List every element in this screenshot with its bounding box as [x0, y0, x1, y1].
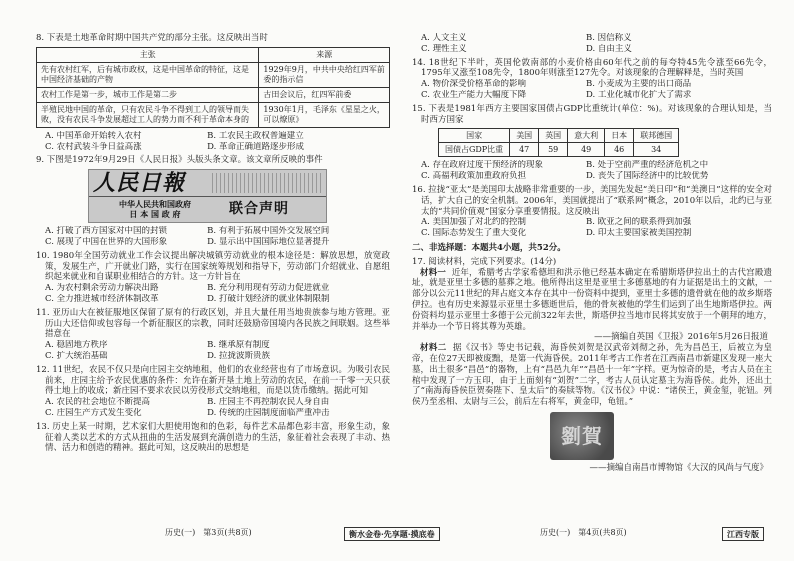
- option-c: C. 高福利政策加重政府负担: [421, 171, 527, 182]
- table-cell: 国债占GDP比重: [439, 143, 510, 157]
- material-2-label: 材料二: [420, 343, 447, 354]
- table-header-row: [37, 47, 390, 62]
- option-c: C. 展现了中国在世界的大国形象: [45, 236, 168, 247]
- table-header-row: [439, 129, 679, 143]
- material-2-source: ——摘编自南昌市博物馆《大汉的风尚与气度》: [589, 462, 768, 473]
- seal-text: 劉賀: [561, 423, 603, 448]
- option-b: B. 有利于拓展中国外交发展空间: [207, 226, 330, 237]
- option-b: B. 小麦成为主要的出口商品: [585, 79, 692, 90]
- question-13: [36, 422, 390, 454]
- option-b: B. 继承原有制度: [207, 340, 270, 351]
- option-c: C. 国际态势发生了重大变化: [421, 228, 527, 239]
- question-8-stem: 8. 下表是土地革命时期中国共产党的部分主张。这反映出当时: [36, 33, 268, 43]
- option-d: D. 打破计划经济的就业体制限制: [207, 293, 330, 304]
- option-d: D. 自由主义: [585, 43, 632, 54]
- question-16-options: [412, 217, 772, 239]
- footer-series-title: 衡水金卷·先享题·摸底卷: [344, 527, 440, 541]
- option-a: A. 为农村剩余劳动力解决出路: [45, 283, 159, 294]
- option-b: B. 充分利用现有劳动力促进就业: [207, 283, 330, 294]
- option-a: A. 农民的社会地位不断提高: [45, 397, 151, 408]
- option-a: A. 存在政府过度干预经济的现象: [421, 160, 544, 171]
- option-d: D. 传统的庄园制度面临严重冲击: [207, 407, 330, 418]
- option-b: B. 庄园主不再控制农民人身自由: [207, 397, 330, 408]
- question-17: [412, 257, 772, 474]
- question-14: [412, 58, 772, 101]
- option-c: C. 农村武装斗争日益高涨: [45, 141, 142, 152]
- table-header-cell: 国家: [439, 129, 510, 143]
- question-12: [36, 365, 390, 419]
- footer-left-page-number: 历史(一) 第3页(共8页): [165, 528, 252, 537]
- material-1: [412, 268, 772, 333]
- question-11-options: [36, 340, 390, 362]
- question-13-continued: [412, 33, 772, 55]
- table-cell: 46: [605, 143, 634, 157]
- table-header-cell: 联邦德国: [634, 129, 679, 143]
- headline-line: 日 本 国 政 府: [129, 209, 181, 220]
- question-15: [412, 104, 772, 182]
- option-b: B. 工农民主政权普遍建立: [207, 130, 304, 141]
- question-9: [36, 155, 390, 247]
- table-header-cell: 意大利: [568, 129, 605, 143]
- table-cell: 49: [568, 143, 605, 157]
- question-8: [36, 33, 390, 152]
- right-page: [412, 33, 772, 528]
- table-header-cell: 英国: [539, 129, 568, 143]
- table-header-cell: 日本: [605, 129, 634, 143]
- table-cell: 半殖民地中国的革命，只有农民斗争不得到工人的领导而失败，没有农民斗争发展超过工人的势力而不利于革命本身的: [37, 102, 259, 127]
- table-cell: 农村工作是第一步，城市工作是第二步: [37, 87, 259, 102]
- table-header-cell: 主张: [37, 47, 259, 62]
- option-b: B. 欧亚之间的联系得到加强: [585, 217, 692, 228]
- option-c: C. 庄园生产方式发生变化: [45, 407, 142, 418]
- question-10-options: [36, 283, 390, 305]
- option-c: C. 扩大统治基础: [45, 350, 108, 361]
- option-d: D. 革命正确道路逐步形成: [207, 141, 305, 152]
- material-1-label: 材料一: [420, 267, 446, 278]
- question-10-stem: 10. 1980年全国劳动就业工作会议提出解决城镇劳动就业的根本途径是：解放思想，放宽政策，发展生产，广开就业门路，实行在国家统筹规划和指导下，劳动部门介绍就业、自愿组织起来就业和自谋职业相结合的方针。这一方针旨在: [36, 250, 390, 283]
- question-9-options: [36, 226, 390, 248]
- option-b: B. 因信称义: [585, 33, 632, 43]
- question-15-table: [438, 128, 679, 157]
- question-8-options: [36, 131, 390, 153]
- option-d: D. 印太主要国家被美国控制: [585, 228, 692, 239]
- table-cell: 59: [539, 143, 568, 157]
- newspaper-headline-left: [119, 199, 191, 219]
- option-b: B. 处于空前严重的经济危机之中: [585, 160, 709, 171]
- table-row: [37, 102, 390, 127]
- table-cell: 古田会议后，红四军前委: [259, 87, 390, 102]
- table-cell: 先有农村红军，后有城市政权，这是中国革命的特征，这是中国经济基础的产物: [37, 62, 259, 87]
- question-11-stem: 11. 亚历山大在被征服地区保留了原有的行政区划，并且大量任用当地贵族参与地方管理。亚历山大还信仰或包容每一个新征服区的宗教，同时还鼓励帝国境内各民族之间联姻。这些举措意在: [36, 307, 390, 340]
- question-9-stem: 9. 下图是1972年9月29日《人民日报》头版头条文章。该文章所反映的事件: [36, 155, 323, 166]
- option-d: D. 显示出中国国际地位显著提升: [207, 236, 330, 247]
- table-cell: 1929年9月，中共中央给红四军前委的指示信: [259, 62, 390, 87]
- seal-image: [550, 412, 614, 460]
- material-1-text: 近年，希腊考古学家希德坦和洪示他已经基本确定在希腊斯塔伊拉出土的古代宫殿遗址，就是亚里士多德的墓葬之地。他所得出这里是亚里士多德墓地的有力证据是出土的文献，一部分以公元11世纪的拜占庭文本存在其中一份资料中提到，亚里士多德的遗骨就在他的故乡斯塔伊拉。也有历史来源显示亚里士多德逝世后，他的骨灰被他的学生们运到了出生地斯塔伊拉。两份资料均显示亚里士多德于公元前322年去世，斯塔伊拉当地市民将其安放于一个朝拜的地方，并举办一个节日将其尊为英雄。: [412, 267, 772, 332]
- question-13-stem: 13. 历史上某一时期，艺术家们大胆使用饱和的色彩，每件艺术品都色彩丰富，形象生动，象征着人类以艺术的方式从扭曲的生活发展到充满创造力的生活，象征着社会表现了丰动、热情、活力和创造的精神。据此可知，这反映出的思想是: [36, 421, 390, 454]
- material-2: [412, 343, 772, 408]
- question-16: [412, 185, 772, 239]
- question-12-stem: 12. 11世纪，农民不仅只是向庄园主交纳地租，他们的农业经营也有了市场意识。为吸引农民前来，庄园主给予农民优惠的条件：允许在新开垦土地上劳动的农民，在前一千零一天只获得土地上的收成；新庄园不要求农民以劳役形式交纳地租，而是以货币缴纳。据此可知: [36, 364, 390, 397]
- newspaper-headline-right: 联合声明: [229, 201, 289, 218]
- question-15-options: [412, 160, 772, 182]
- footer-right-page-number: 历史(一) 第4页(共8页): [540, 528, 627, 537]
- question-10: [36, 251, 390, 305]
- table-cell: 47: [510, 143, 539, 157]
- question-12-options: [36, 397, 390, 419]
- newspaper-rule: [89, 196, 326, 197]
- section-heading: 二、非选择题：本题共4小题，共52分。: [412, 242, 566, 253]
- material-2-text: 据《汉书》等史书记载，海昏侯刘贺是汉武帝刘彻之孙，先为昌邑王，后被立为皇帝，在位27天即被废黜，是第一代海昏侯。2011年考古工作者在江西南昌市新建区发现一座大墓，出土很多“昌邑”的器物，上有“昌邑九年”“昌邑十一年”字样。更为惊奇的是，考古人员在主棺中发现了一方玉印，由于上面刻有“刘贺”二字，考古人员认定墓主为海昏侯。此外，还出土了“南海海昏侯臣贺奏陛下、皇太后”的奏牍等物。《汉书仪》中说：“诸侯王，黄金玺，驼钮。列侯乃至丞相、太尉与三公，前后左右将军，黄金印，龟钮。”: [412, 343, 772, 408]
- table-row: [37, 87, 390, 102]
- footer-edition-tag: 江西专版: [722, 527, 764, 541]
- material-1-source: ——摘编自英国《卫报》2016年5月26日报道: [594, 332, 768, 343]
- question-11: [36, 308, 390, 362]
- newspaper-text-columns: [212, 173, 322, 193]
- question-14-stem: 14. 18世纪下半叶，英国伦敦南部的小麦价格由60年代之前的每夸特45先令涨至66先令，1795年又涨至108先令，1800年则涨至127先令。对该现象的合理解释是，当时英国: [412, 57, 772, 79]
- option-d: D. 丧失了国际经济中的比较优势: [585, 171, 709, 182]
- question-14-options: [412, 79, 772, 101]
- option-a: A. 物价深受价格革命的影响: [421, 79, 527, 90]
- option-c: C. 全力推进城市经济体制改革: [45, 293, 159, 304]
- newspaper-image: [88, 169, 327, 223]
- left-page: [36, 33, 390, 525]
- table-header-cell: 美国: [510, 129, 539, 143]
- question-13-options: [412, 33, 772, 55]
- newspaper-masthead: 人民日報: [93, 170, 186, 197]
- table-cell: 34: [634, 143, 679, 157]
- option-d: D. 工业化城市化扩大了需求: [585, 89, 692, 100]
- table-cell: 1930年1月，毛泽东《星星之火，可以燎原》: [259, 102, 390, 127]
- option-a: A. 稳固地方秩序: [45, 340, 108, 351]
- option-d: D. 拉拢波斯贵族: [207, 350, 271, 361]
- option-a: A. 打破了西方国家对中国的封锁: [45, 226, 168, 237]
- option-a: A. 中国革命开始转入农村: [45, 130, 142, 141]
- question-8-table: [36, 47, 390, 128]
- table-header-cell: 来源: [259, 47, 390, 62]
- option-c: C. 农业生产能力大幅度下降: [421, 89, 527, 100]
- question-15-stem: 15. 下表是1981年西方主要国家国债占GDP比重统计(单位：%)。对该现象的合理认知是，当时西方国家: [412, 103, 772, 125]
- headline-line: 中华人民共和国政府: [119, 199, 191, 210]
- question-17-stem: 17. 阅读材料，完成下列要求。(14分): [412, 256, 557, 267]
- table-row: [439, 143, 679, 157]
- option-c: C. 理性主义: [421, 43, 467, 54]
- question-16-stem: 16. 拉拢“亚太”是美国印太战略非常重要的一步，美国先发起“美日印”和“美澳日”这样的安全对话，扩大自己的安全机制。2006年，美国就提出了“联系网”概念，2010年以后，北约已与亚太的“共同价值观”国家分享重要情报。这反映出: [412, 184, 772, 217]
- table-row: [37, 62, 390, 87]
- option-a: A. 人文主义: [421, 33, 467, 43]
- page-footer: [0, 527, 794, 541]
- option-a: A. 美国加强了对北约的控制: [421, 217, 527, 228]
